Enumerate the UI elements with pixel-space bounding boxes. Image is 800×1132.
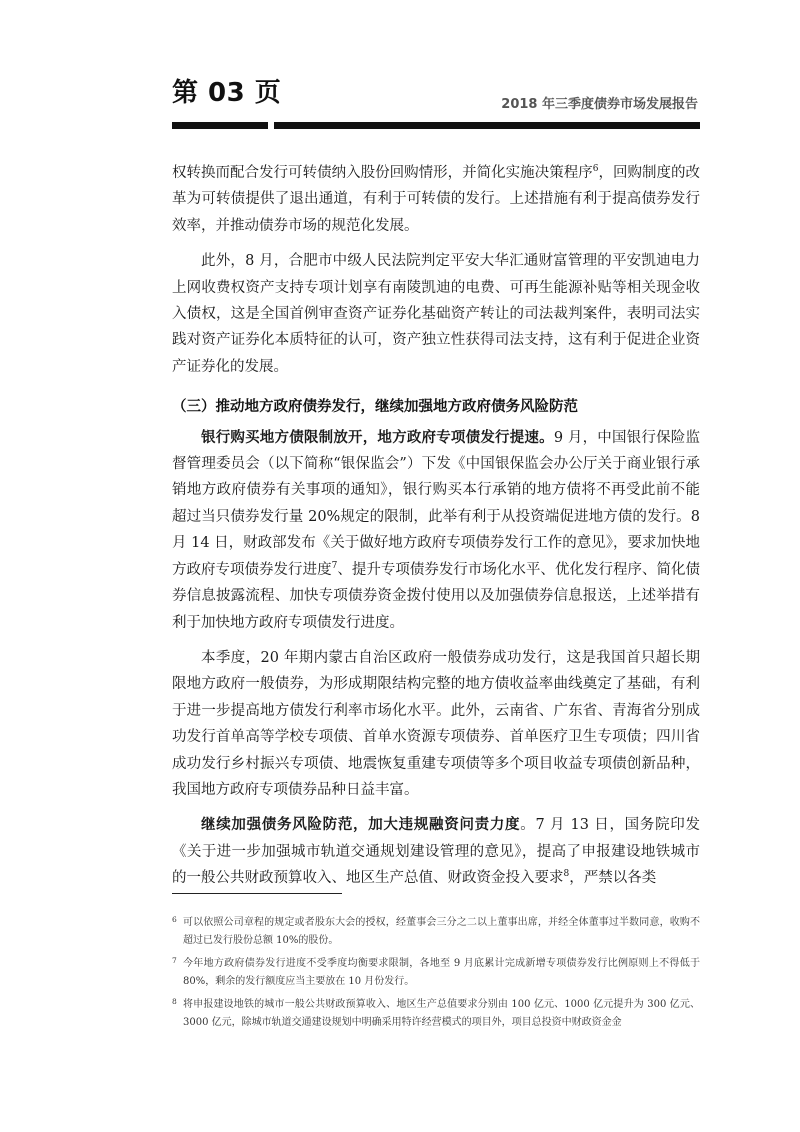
page-number: 第 03 页 bbox=[172, 78, 282, 108]
paragraph: 权转换而配合发行可转债纳入股份回购情形，并简化实施决策程序$^6$，回购制度的改革为可转债提供了退出通道，有利于可转债的发行。上述措施有利于提高债券发行效率，并推动债券市场的规范化发展。 bbox=[172, 164, 701, 234]
footnote-mark: 8 bbox=[172, 997, 177, 1006]
paragraph: 银行购买地方债限制放开，地方政府专项债发行提速。9 月，中国银行保险监督管理委员会（以下简称“银保监会”）下发《中国银保监会办公厅关于商业银行承销地方政府债券有关事项的通知》，银行购买本行承销的地方债将不再受此前不能超过当只债券发行量 20%规定的限制，此举有利于从投资端促进地方债的发行。8 月 14 日，财政部发布《关于做好地方政府专项债券发行工作的意见》，要求加快地方政府专项债券发行进度$^7$、提升专项债券发行市场化水平、优化发行程序、简化债券信息披露流程、加快专项债券资金拨付使用以及加强债券信息报送，上述举措有利于加快地方政府专项债发行进度。 bbox=[172, 428, 701, 631]
footnotes bbox=[172, 914, 700, 1037]
footnote-separator bbox=[172, 893, 342, 894]
footnote-mark: 6 bbox=[172, 915, 177, 924]
page-header bbox=[172, 68, 698, 112]
footnote-ref: 8 bbox=[563, 869, 570, 880]
footnote: 8 将申报建设地铁的城市一般公共财政预算收入、地区生产总值要求分别由 100 亿元、1000 亿元提升为 300 亿元、3000 亿元，除城市轨道交通建设规划中明确采用特许经营模式的项目外，项目总投资中财政资金金 bbox=[172, 996, 700, 1032]
paragraph: 此外，8 月，合肥市中级人民法院判定平安大华汇通财富管理的平安凯迪电力上网收费权资产支持专项计划享有南陵凯迪的电费、可再生能源补贴等相关现金收入债权，这是全国首例审查资产证券化基础资产转让的司法裁判案件，表明司法实践对资产证券化本质特征的认可，资产独立性获得司法支持，这有利于促进企业资产证券化的发展。 bbox=[172, 253, 700, 375]
paragraph-lead: 银行购买地方债限制放开，地方政府专项债发行提速。 bbox=[201, 428, 554, 446]
header-divider-short bbox=[172, 122, 268, 129]
main-content bbox=[172, 160, 700, 892]
footnote-mark: 7 bbox=[172, 956, 177, 965]
paragraph: 本季度，20 年期内蒙古自治区政府一般债券成功发行，这是我国首只超长期限地方政府一般债券，为形成期限结构完整的地方债收益率曲线奠定了基础，有利于进一步提高地方债发行利率市场化水平。此外，云南省、广东省、青海省分别成功发行首单高等学校专项债、首单水资源专项债券、首单医疗卫生专项债；四川省成功发行乡村振兴专项债、地震恢复重建专项债等多个项目收益专项债创新品种，我国地方政府专项债券品种日益丰富。 bbox=[172, 649, 700, 798]
report-title: 2018 年三季度债券市场发展报告 bbox=[501, 97, 698, 112]
paragraph: 继续加强债务风险防范，加大违规融资问责力度。7 月 13 日，国务院印发《关于进一步加强城市轨道交通规划建设管理的意见》，提高了申报建设地铁城市的一般公共财政预算收入、地区生产总值、财政资金投入要求$^8$，严禁以各类 bbox=[172, 816, 700, 887]
header-divider-long bbox=[274, 122, 700, 129]
footnote-ref: 6 bbox=[592, 164, 599, 175]
paragraph-lead: 继续加强债务风险防范，加大违规融资问责力度 bbox=[201, 816, 521, 834]
section-heading: （三）推动地方政府债券发行，继续加强地方政府债务风险防范 bbox=[172, 399, 578, 416]
footnote: 6 可以依照公司章程的规定或者股东大会的授权，经董事会三分之二以上董事出席，并经全体董事过半数同意，收购不超过已发行股份总额 10%的股份。 bbox=[172, 914, 700, 950]
footnote: 7 今年地方政府债券发行进度不受季度均衡要求限制，各地至 9 月底累计完成新增专项债券发行比例原则上不得低于 80%，剩余的发行额度应当主要放在 10 月份发行。 bbox=[172, 955, 700, 991]
footnote-ref: 7 bbox=[331, 560, 338, 571]
